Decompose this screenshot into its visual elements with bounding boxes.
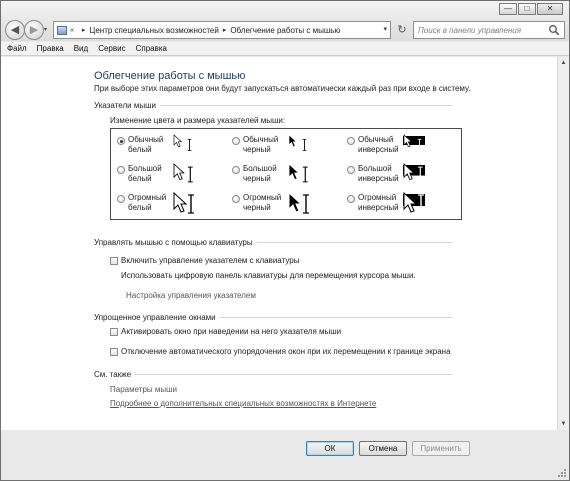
dialog-button-bar <box>1 431 569 480</box>
text-cursor-icon <box>303 139 307 150</box>
pointers-heading: Указатели мыши <box>94 101 156 110</box>
arrow-cursor-icon <box>174 164 184 180</box>
prevent-snap-checkbox[interactable] <box>110 348 118 356</box>
pointer-preview-icon <box>288 191 310 217</box>
pointer-scheme-option[interactable] <box>232 133 342 159</box>
ok-button[interactable]: ОК <box>306 441 354 456</box>
mouse-settings-link[interactable]: Параметры мыши <box>110 385 178 394</box>
page-description: При выборе этих параметров они будут запускаться автоматически каждый раз при входе в систему. <box>94 84 471 93</box>
pointer-preview-icon <box>288 162 310 188</box>
divider <box>257 242 452 243</box>
pointer-scheme-label: Обычный <box>358 135 394 144</box>
see-also-heading: См. также <box>94 370 132 379</box>
pointer-scheme-radio[interactable] <box>347 137 355 145</box>
page-title: Облегчение работы с мышью <box>94 70 246 82</box>
breadcrumb-mouse-ease[interactable]: Облегчение работы с мышью <box>230 25 341 35</box>
refresh-button[interactable]: ↻ <box>397 24 407 36</box>
mouse-keys-settings-link[interactable]: Настройка управления указателем <box>126 291 256 300</box>
pointer-scheme-radio[interactable] <box>232 166 240 174</box>
menu-help[interactable]: Справка <box>135 44 167 53</box>
content-pane <box>1 57 569 430</box>
text-cursor-icon <box>188 167 193 182</box>
maximize-button[interactable]: □ <box>518 3 536 15</box>
text-cursor-icon <box>188 139 192 150</box>
text-cursor-icon <box>303 167 308 182</box>
pointer-scheme-label: черный <box>243 203 271 212</box>
minimize-button[interactable]: — <box>499 3 517 15</box>
pointer-preview-icon <box>173 191 195 217</box>
pointer-scheme-radio[interactable] <box>232 195 240 203</box>
pointer-scheme-label: Обычный <box>243 135 279 144</box>
pointer-scheme-label: инверсный <box>358 203 399 212</box>
pointer-scheme-option[interactable] <box>347 191 457 217</box>
window-controls <box>499 3 563 15</box>
pointer-scheme-label: инверсный <box>358 145 399 154</box>
online-accessibility-link[interactable]: Подробнее о дополнительных специальных возможностях в Интернете <box>110 399 377 408</box>
breadcrumb-ease-of-access[interactable]: Центр специальных возможностей <box>89 25 219 35</box>
pointer-scheme-label: белый <box>128 203 152 212</box>
arrow-cursor-icon <box>289 193 301 212</box>
search-input[interactable] <box>418 26 546 35</box>
pointer-scheme-label: Огромный <box>128 193 167 202</box>
breadcrumb-separator[interactable]: ▸ <box>81 27 86 34</box>
pointer-scheme-label: белый <box>128 174 152 183</box>
pointer-scheme-radio[interactable] <box>347 166 355 174</box>
search-box[interactable] <box>413 21 565 39</box>
vertical-scrollbar[interactable] <box>557 57 569 430</box>
pointer-scheme-option[interactable] <box>117 162 227 188</box>
menu-tools[interactable]: Сервис <box>98 44 126 53</box>
mouse-keys-hint: Использовать цифровую панель клавиатуры для перемещения курсора мыши. <box>121 271 416 280</box>
mouse-keys-label[interactable]: Включить управление указателем с клавиатуры <box>121 256 300 265</box>
windows-heading: Упрощенное управление окнами <box>94 313 216 322</box>
see-also-section-heading <box>94 370 452 379</box>
breadcrumb-overflow[interactable]: « <box>70 26 74 34</box>
text-cursor-icon <box>303 195 309 213</box>
divider <box>135 374 452 375</box>
address-dropdown[interactable]: ▾ <box>383 26 387 33</box>
pointer-scheme-option[interactable] <box>232 191 342 217</box>
pointer-scheme-radio[interactable] <box>117 195 125 203</box>
pointer-scheme-radio[interactable] <box>347 195 355 203</box>
pointer-scheme-option[interactable] <box>232 162 342 188</box>
address-bar[interactable] <box>53 21 391 39</box>
search-icon[interactable] <box>548 24 560 36</box>
menu-edit[interactable]: Правка <box>36 44 64 53</box>
pointer-scheme-radio[interactable] <box>117 137 125 145</box>
pointer-preview-icon <box>288 133 310 159</box>
pointer-scheme-label: черный <box>243 174 271 183</box>
resize-grip-icon[interactable] <box>557 468 567 478</box>
pointer-scheme-label: Большой <box>128 164 162 173</box>
pointers-subheading: Изменение цвета и размера указателей мыши: <box>110 116 286 125</box>
cancel-button[interactable]: Отмена <box>359 441 407 456</box>
pointer-preview-icon <box>403 191 425 217</box>
pointer-scheme-option[interactable] <box>347 133 457 159</box>
menu-file[interactable]: Файл <box>7 44 27 53</box>
pointer-scheme-label: Обычный <box>128 135 164 144</box>
keyboard-section-heading <box>94 238 452 247</box>
pointer-scheme-label: белый <box>128 145 152 154</box>
pointer-scheme-label: Огромный <box>243 193 282 202</box>
title-bar <box>1 1 569 41</box>
control-panel-icon <box>57 26 67 35</box>
pointer-scheme-label: Большой <box>358 164 392 173</box>
pointers-section-heading <box>94 101 452 110</box>
pointer-preview-icon <box>403 133 425 159</box>
pointer-scheme-radio[interactable] <box>232 137 240 145</box>
breadcrumb-separator[interactable]: ▸ <box>222 27 227 34</box>
mouse-keys-checkbox[interactable] <box>110 257 118 265</box>
arrow-cursor-icon <box>174 135 181 147</box>
pointer-scheme-label: Большой <box>243 164 277 173</box>
pointer-scheme-label: инверсный <box>358 174 399 183</box>
pointer-scheme-label: Огромный <box>358 193 397 202</box>
prevent-snap-label[interactable]: Отключение автоматического упорядочения окон при их перемещении к границе экрана <box>121 347 451 356</box>
text-cursor-icon <box>188 195 194 213</box>
arrow-cursor-icon <box>289 164 299 180</box>
keyboard-heading: Управлять мышью с помощью клавиатуры <box>94 238 253 247</box>
menu-view[interactable]: Вид <box>73 44 89 53</box>
hover-activate-checkbox[interactable] <box>110 328 118 336</box>
scroll-down-arrow[interactable]: ▼ <box>560 421 567 427</box>
menu-bar <box>1 42 569 56</box>
divider <box>160 105 452 106</box>
hover-activate-label[interactable]: Активировать окно при наведении на него указателя мыши <box>121 327 342 336</box>
pointer-preview-icon <box>173 133 195 159</box>
close-button[interactable]: ✕ <box>537 3 563 15</box>
pointer-scheme-radio[interactable] <box>117 166 125 174</box>
scroll-up-arrow[interactable]: ▲ <box>560 60 567 66</box>
arrow-cursor-icon <box>174 193 186 212</box>
windows-section-heading <box>94 313 452 322</box>
apply-button[interactable]: Применить <box>412 441 470 456</box>
pointer-scheme-option[interactable] <box>117 191 227 217</box>
pointer-scheme-label: черный <box>243 145 271 154</box>
divider <box>220 317 452 318</box>
pointer-preview-icon <box>403 162 425 188</box>
pointer-scheme-option[interactable] <box>347 162 457 188</box>
pointer-scheme-list <box>110 128 462 220</box>
forward-button[interactable]: ▶ <box>24 20 44 40</box>
arrow-cursor-icon <box>289 135 296 147</box>
pointer-scheme-option[interactable] <box>117 133 227 159</box>
back-button[interactable]: ◀ <box>5 20 25 40</box>
recent-pages-dropdown[interactable]: ▾ <box>44 27 48 33</box>
pointer-preview-icon <box>173 162 195 188</box>
